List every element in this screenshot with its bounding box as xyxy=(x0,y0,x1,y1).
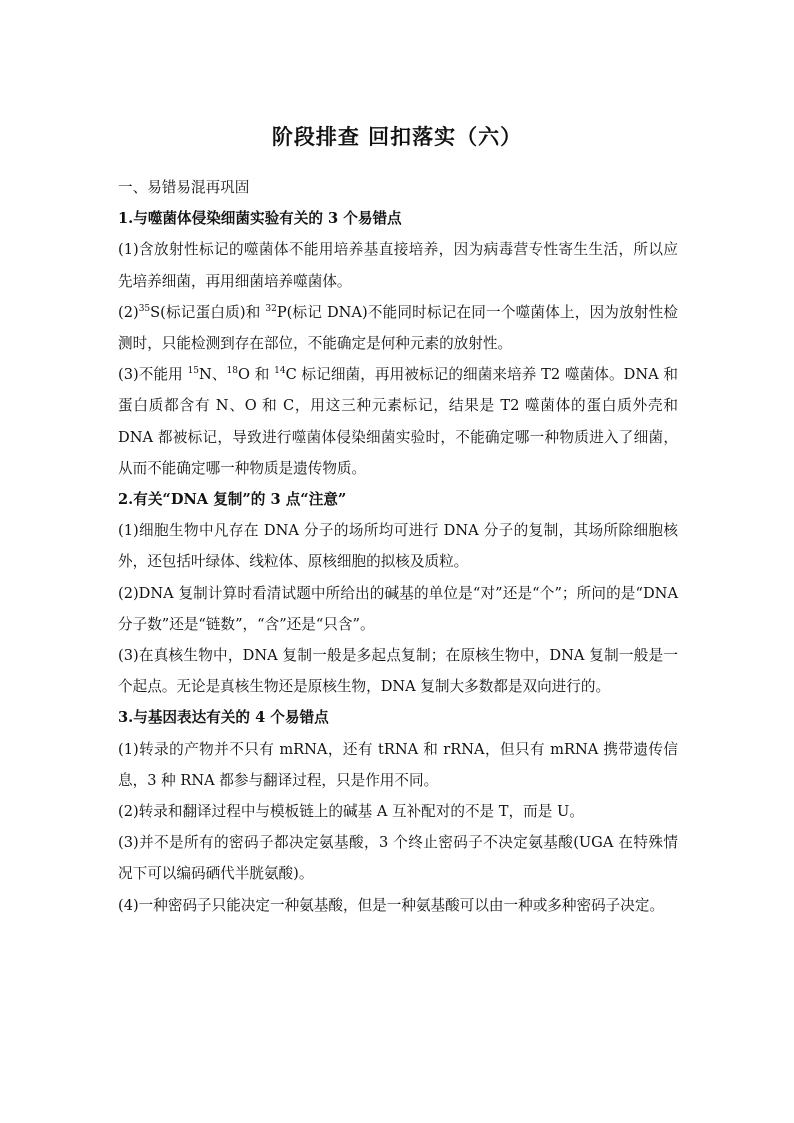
paragraph-2-2: (2)DNA 复制计算时看清试题中所给出的碱基的单位是“对”还是“个”；所问的是“DNA 分子数”还是“链数”，“含”还是“只含”。 xyxy=(118,584,678,633)
paragraph-2-1: (1)细胞生物中凡存在 DNA 分子的场所均可进行 DNA 分子的复制，其场所除细胞核外，还包括叶绿体、线粒体、原核细胞的拟核及质粒。 xyxy=(118,522,678,571)
paragraph-3-3: (3)并不是所有的密码子都决定氨基酸，3 个终止密码子不决定氨基酸(UGA 在特殊情况下可以编码硒代半胱氨酸)。 xyxy=(118,834,678,883)
paragraph-3-1: (1)转录的产物并不只有 mRNA，还有 tRNA 和 rRNA，但只有 mRNA 携带遗传信息，3 种 RNA 都参与翻译过程，只是作用不同。 xyxy=(118,740,678,789)
page-title: 阶段排查 回扣落实（六） xyxy=(271,124,523,149)
subsection-heading-2: 2.有关“DNA 复制”的 3 点“注意” xyxy=(118,491,347,509)
paragraph-3-4: (4)一种密码子只能决定一种氨基酸，但是一种氨基酸可以由一种或多种密码子决定。 xyxy=(118,896,665,914)
document-body xyxy=(118,172,678,921)
subsection-heading-1: 1.与噬菌体侵染细菌实验有关的 3 个易错点 xyxy=(118,210,402,228)
paragraph-1-3: (3)不能用 $^{15}$N、$^{18}$O 和 $^{14}$C 标记细菌，再用被标记的细菌来培养 T2 噬菌体。DNA 和蛋白质都含有 N、O 和 C，用这三种元素标记，结果是 T2 噬菌体的蛋白质外壳和 DNA 都被标记，导致进行噬菌体侵染细菌实验时，不能确定哪一种物质进入了细菌，从而不能确定哪一种物质是遗传物质。 xyxy=(118,366,678,477)
paragraph-1-2: $(2)^{35}S$(标记蛋白质)和 $^{32}$P(标记 DNA)不能同时标记在同一个噬菌体上，因为放射性检测时，只能检测到存在部位，不能确定是何种元素的放射性。 xyxy=(118,303,679,353)
paragraph-2-3: (3)在真核生物中，DNA 复制一般是多起点复制；在原核生物中，DNA 复制一般是一个起点。无论是真核生物还是原核生物，DNA 复制大多数都是双向进行的。 xyxy=(118,647,678,696)
section-heading: 一、易错易混再巩固 xyxy=(118,179,250,196)
subsection-heading-3: 3.与基因表达有关的 4 个易错点 xyxy=(118,709,329,727)
paragraph-1-1: (1)含放射性标记的噬菌体不能用培养基直接培养，因为病毒营专性寄生生活，所以应先培养细菌，再用细菌培养噬菌体。 xyxy=(118,241,678,290)
paragraph-3-2: (2)转录和翻译过程中与模板链上的碱基 A 互补配对的不是 T，而是 U。 xyxy=(118,803,584,821)
